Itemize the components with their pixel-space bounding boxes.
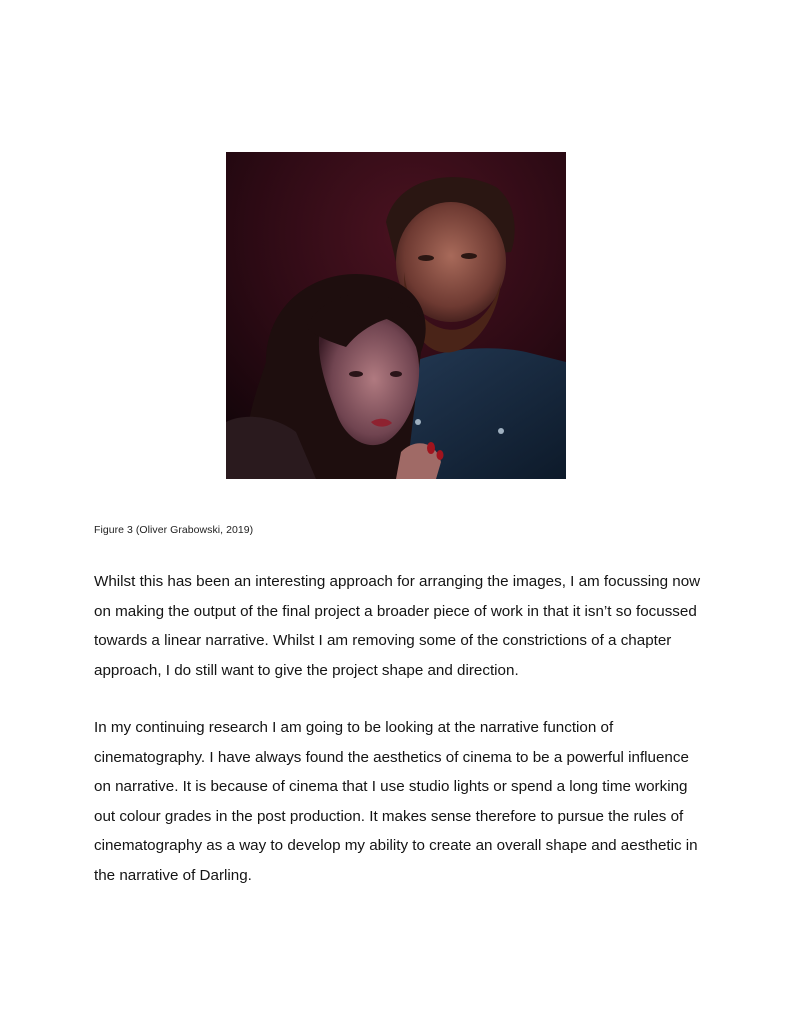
body-paragraph-1 [94,567,734,685]
body-paragraph-2 [94,713,734,890]
paragraph-line: the narrative of Darling. [94,866,252,884]
paragraph-line: approach, I do still want to give the project shape and direction. [94,661,519,679]
couple-photo-image [226,152,566,479]
paragraph-line: on making the output of the final project a broader piece of work in that it isn’t so focussed [94,602,697,620]
paragraph-line: In my continuing research I am going to be looking at the narrative function of [94,719,614,736]
paragraph-line: on narrative. It is because of cinema that I use studio lights or spend a long time working [94,778,688,795]
paragraph-line: out colour grades in the post production. It makes sense therefore to pursue the rules of [94,807,684,825]
figure-caption: Figure 3 (Oliver Grabowski, 2019) [94,524,254,536]
paragraph-line: cinematography as a way to develop my ability to create an overall shape and aesthetic in [94,837,698,854]
paragraph-line: Whilst this has been an interesting approach for arranging the images, I am focussing now [94,573,701,590]
figure-photo [226,152,566,479]
paragraph-line: towards a linear narrative. Whilst I am removing some of the constrictions of a chapter [94,632,672,649]
paragraph-line: cinematography. I have always found the aesthetics of cinema to be a powerful influence [94,748,689,766]
